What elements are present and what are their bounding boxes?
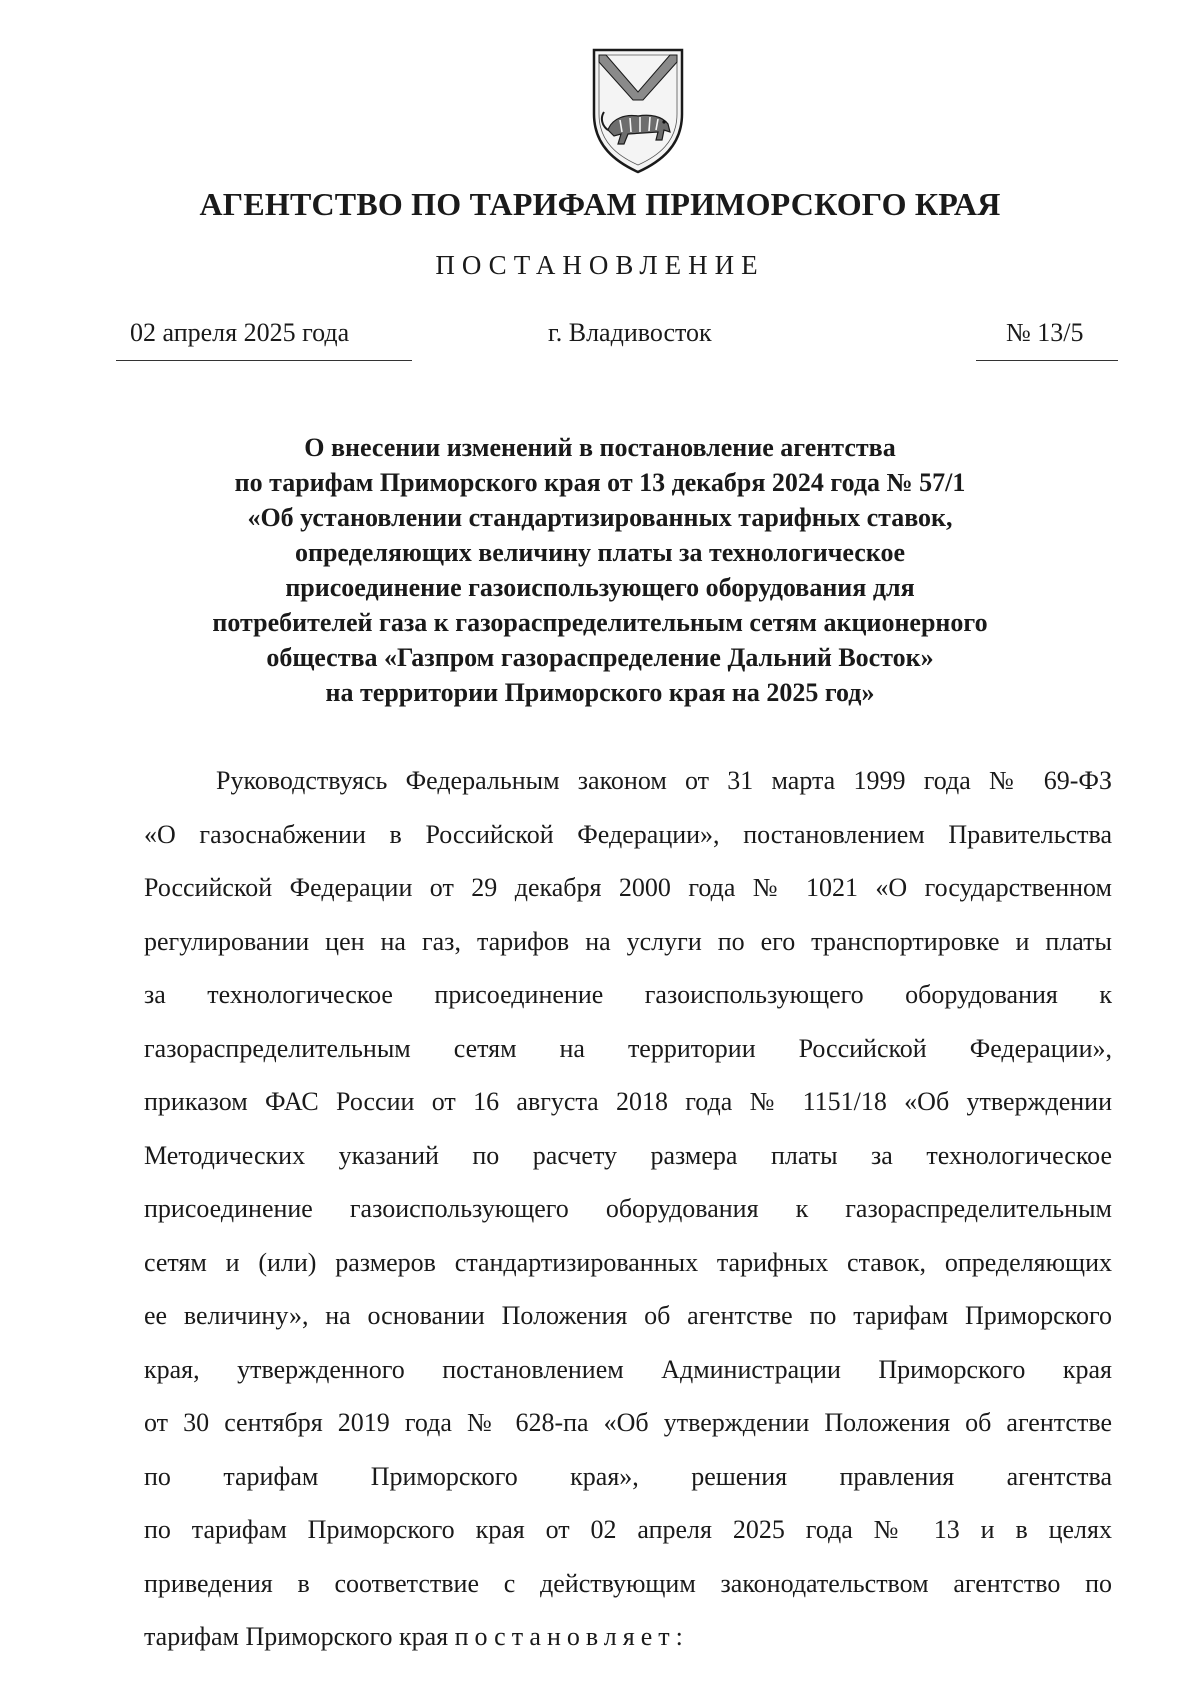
body-line: края, утвержденного постановлением Администрации Приморского края (144, 1354, 1112, 1384)
agency-name: АГЕНТСТВО ПО ТАРИФАМ ПРИМОРСКОГО КРАЯ (199, 186, 1001, 222)
body-line: за технологическое присоединение газоиспользующего оборудования к (144, 980, 1112, 1009)
document-type: ПОСТАНОВЛЕНИЕ (435, 250, 765, 280)
body-line: от 30 сентября 2019 года № 628-па «Об утверждении Положения об агентстве (144, 1408, 1112, 1437)
document-body (144, 754, 1112, 1664)
title-line: определяющих величину платы за технологическое (294, 538, 905, 567)
title-line: «Об установлении стандартизированных тарифных ставок, (247, 503, 953, 532)
body-line: Российской Федерации от 29 декабря 2000 года № 1021 «О государственном (144, 873, 1112, 902)
document-title (160, 430, 1040, 710)
body-line: по тарифам Приморского края», решения правления агентства (144, 1461, 1112, 1491)
number-underline (976, 360, 1118, 361)
document-number: № 13/5 (1006, 318, 1084, 347)
body-line: по тарифам Приморского края от 02 апреля 2025 года № 13 и в целях (144, 1515, 1112, 1544)
body-last-text: тарифам Приморского края (144, 1622, 455, 1651)
body-line: приказом ФАС России от 16 августа 2018 года № 1151/18 «Об утверждении (144, 1087, 1112, 1116)
body-line: газораспределительным сетям на территории Российской Федерации», (144, 1033, 1112, 1063)
body-line: сетям и (или) размеров стандартизированных тарифных ставок, определяющих (144, 1247, 1112, 1277)
body-line: присоединение газоиспользующего оборудования к газораспределительным (144, 1194, 1112, 1223)
document-city: г. Владивосток (548, 318, 712, 347)
body-line: Руководствуясь Федеральным законом от 31 марта 1999 года № 69-ФЗ (216, 766, 1112, 795)
document-date: 02 апреля 2025 года (130, 318, 350, 347)
body-line: «О газоснабжении в Российской Федерации», постановлением Правительства (144, 819, 1112, 849)
title-line: по тарифам Приморского края от 13 декабря 2024 года № 57/1 (234, 468, 966, 497)
title-line: присоединение газоиспользующего оборудования для (285, 573, 915, 602)
coat-of-arms-icon (588, 44, 688, 176)
date-underline (116, 360, 412, 361)
body-line: регулировании цен на газ, тарифов на услуги по его транспортировке и платы (144, 926, 1112, 956)
title-line: общества «Газпром газораспределение Дальний Восток» (266, 643, 934, 672)
body-line: ее величину», на основании Положения об агентстве по тарифам Приморского (144, 1301, 1112, 1330)
title-line: потребителей газа к газораспределительным сетям акционерного (212, 608, 988, 637)
body-last-line (144, 1610, 1112, 1664)
body-line: приведения в соответствие с действующим законодательством агентство по (144, 1568, 1112, 1598)
title-line: на территории Приморского края на 2025 год» (325, 678, 875, 707)
resolves-word: постановляет: (454, 1622, 689, 1651)
body-line: Методических указаний по расчету размера платы за технологическое (144, 1140, 1112, 1170)
title-line: О внесении изменений в постановление агентства (304, 433, 896, 462)
